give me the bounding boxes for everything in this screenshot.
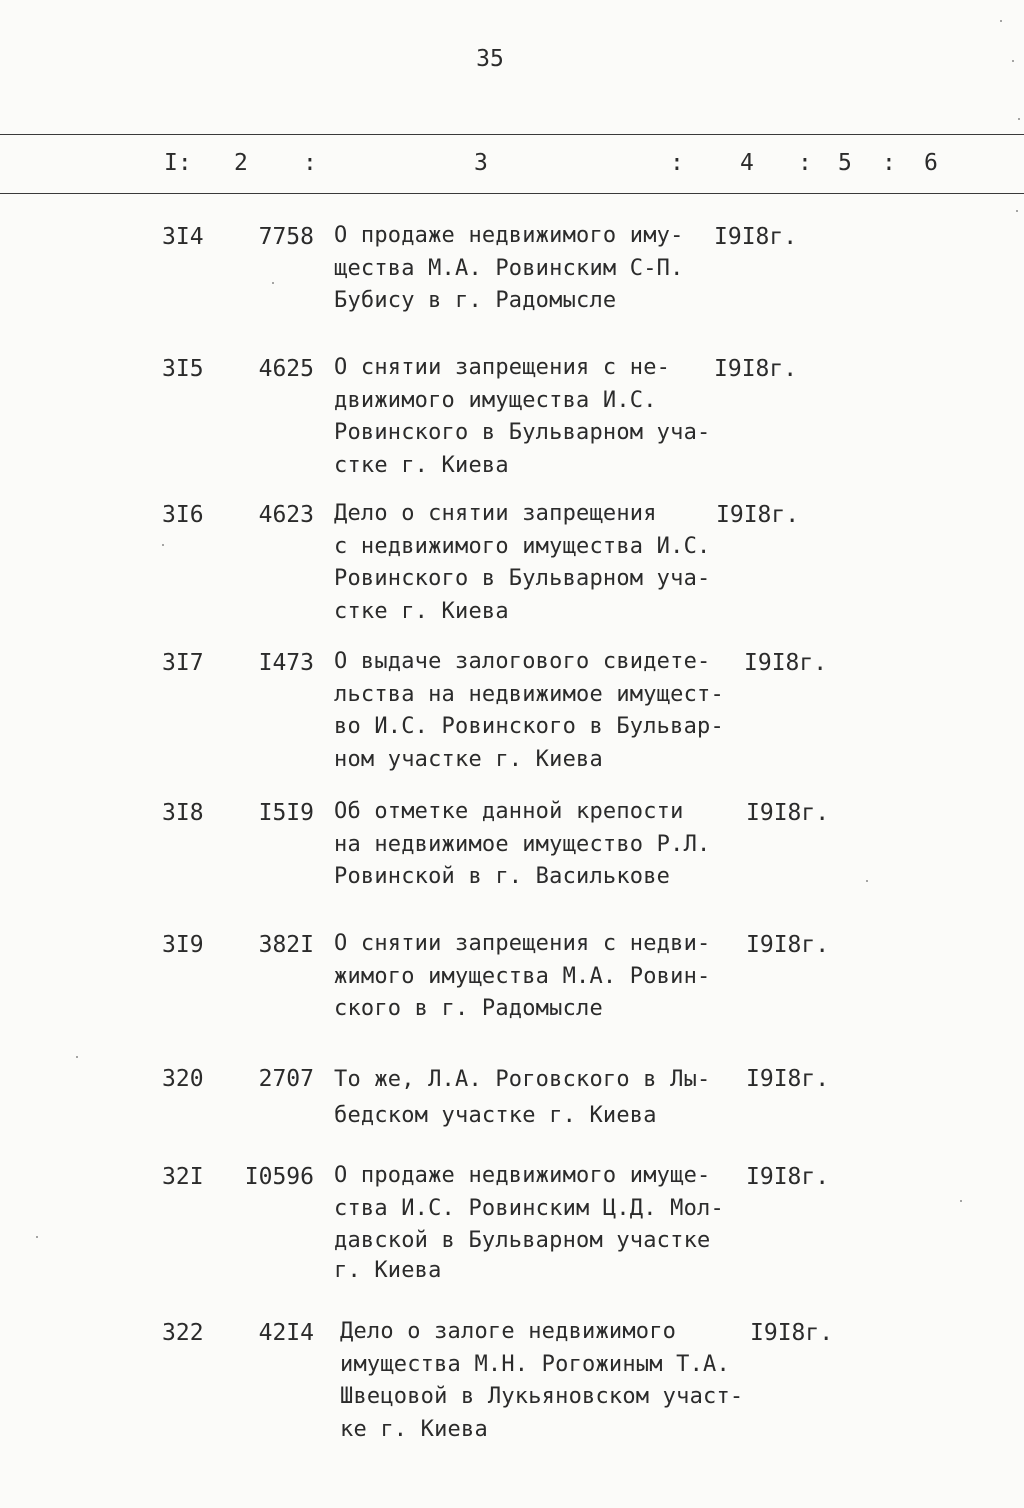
record-title-line: О выдаче залогового свидете- [334, 649, 711, 674]
record-date: I9I8г. [716, 502, 800, 528]
column-header-3: 3 [474, 150, 488, 176]
record-code: 382I [258, 932, 314, 958]
scan-speck [162, 544, 164, 546]
record-title-line: Швецовой в Лукьяновском участ- [340, 1384, 744, 1409]
record-title-line: Об отметке данной крепости [334, 799, 684, 824]
record-title-line: То же, Л.А. Роговского в Лы- [334, 1067, 711, 1092]
record-title-line: Дело о снятии запрещения [334, 501, 657, 526]
record-title [334, 498, 710, 628]
record-number: 320 [162, 1066, 204, 1092]
scan-speck [1012, 60, 1014, 62]
record-title-line: давской в Бульварном участке [334, 1228, 711, 1253]
record-code: 42I4 [258, 1320, 314, 1346]
record-title-line: на недвижимое имущество Р.Л. [334, 831, 711, 857]
header-bottom-rule [0, 193, 1024, 194]
record-title-line: щества М.А. Ровинским С-П. [334, 255, 684, 281]
column-header-1: I: [164, 150, 192, 176]
record-title-line: движимого имущества И.С. [334, 387, 657, 413]
record-title-line: О продаже недвижимого имуще- [334, 1163, 711, 1188]
column-separator: : [798, 150, 812, 176]
record-title-line: имущества М.Н. Рогожиным Т.А. [340, 1351, 730, 1377]
record-date: I9I8г. [744, 650, 828, 676]
record-title [334, 352, 710, 482]
record-title-line: ном участке г. Киева [334, 746, 603, 772]
record-title-line: с недвижимого имущества И.С. [334, 533, 711, 559]
column-separator: : [882, 150, 896, 176]
record-date: I9I8г. [714, 356, 798, 382]
column-separator: : [670, 150, 684, 176]
scan-speck [272, 282, 274, 284]
scan-speck [1000, 20, 1002, 22]
record-number: 32I [162, 1164, 204, 1190]
record-title-line: Бубису в г. Радомысле [334, 288, 617, 313]
record-title-line: О продаже недвижимого иму- [334, 223, 684, 248]
record-title-line: ке г. Киева [340, 1416, 488, 1442]
record-title [334, 646, 724, 776]
record-title-line: во И.С. Ровинского в Бульвар- [334, 714, 724, 739]
record-date: I9I8г. [746, 1164, 830, 1190]
record-title [334, 1160, 724, 1284]
column-separator: : [303, 150, 317, 176]
scan-speck [960, 1200, 962, 1202]
scan-speck [36, 1236, 38, 1238]
scan-speck [1016, 210, 1018, 212]
record-title [334, 796, 710, 894]
record-date: I9I8г. [746, 1066, 830, 1092]
record-code: 4625 [258, 356, 314, 382]
scan-speck [76, 1056, 78, 1058]
record-date: I9I8г. [750, 1320, 834, 1346]
record-number: 3I9 [162, 932, 204, 958]
header-top-rule [0, 134, 1024, 135]
record-number: 3I8 [162, 800, 204, 826]
column-header-5: 5 [838, 150, 852, 176]
record-title-line: Ровинского в Бульварном уча- [334, 420, 711, 445]
record-number: 3I5 [162, 356, 204, 382]
record-code: I5I9 [258, 800, 314, 826]
record-code: 2707 [258, 1066, 314, 1092]
record-title-line: жимого имущества М.А. Ровин- [334, 963, 711, 989]
record-title-line: Дело о залоге недвижимого [340, 1319, 677, 1344]
record-date: I9I8г. [714, 224, 798, 250]
record-code: I0596 [244, 1164, 314, 1190]
record-title [340, 1316, 743, 1446]
column-header-2: 2 [234, 150, 248, 176]
record-number: 3I6 [162, 502, 204, 528]
record-date: I9I8г. [746, 932, 830, 958]
record-code: I473 [258, 650, 314, 676]
record-date: I9I8г. [746, 800, 830, 826]
scan-speck [1018, 118, 1020, 120]
record-title-line: льства на недвижимое имущест- [334, 681, 724, 707]
record-title [334, 1062, 710, 1134]
scan-speck [866, 880, 868, 882]
record-number: 322 [162, 1320, 204, 1346]
record-code: 4623 [258, 502, 314, 528]
record-code: 7758 [258, 224, 314, 250]
record-title-line: стке г. Киева [334, 452, 509, 478]
record-title-line: О снятии запрещения с недви- [334, 931, 711, 956]
record-title-line: Ровинского в Бульварном уча- [334, 566, 711, 591]
record-title-line: ства И.С. Ровинским Ц.Д. Мол- [334, 1195, 724, 1221]
record-title-line: ского в г. Радомысле [334, 996, 603, 1021]
column-header-6: 6 [924, 150, 938, 176]
record-title [334, 928, 710, 1026]
record-number: 3I7 [162, 650, 204, 676]
record-title-line: г. Киева [334, 1257, 442, 1283]
record-title-line: О снятии запрещения с не- [334, 355, 671, 380]
record-title-line: Ровинской в г. Василькове [334, 864, 671, 889]
record-number: 3I4 [162, 224, 204, 250]
record-title-line: бедском участке г. Киева [334, 1103, 657, 1128]
column-header-4: 4 [740, 150, 754, 176]
record-title-line: стке г. Киева [334, 598, 509, 624]
page-number: 35 [476, 46, 504, 72]
record-title [334, 220, 684, 318]
